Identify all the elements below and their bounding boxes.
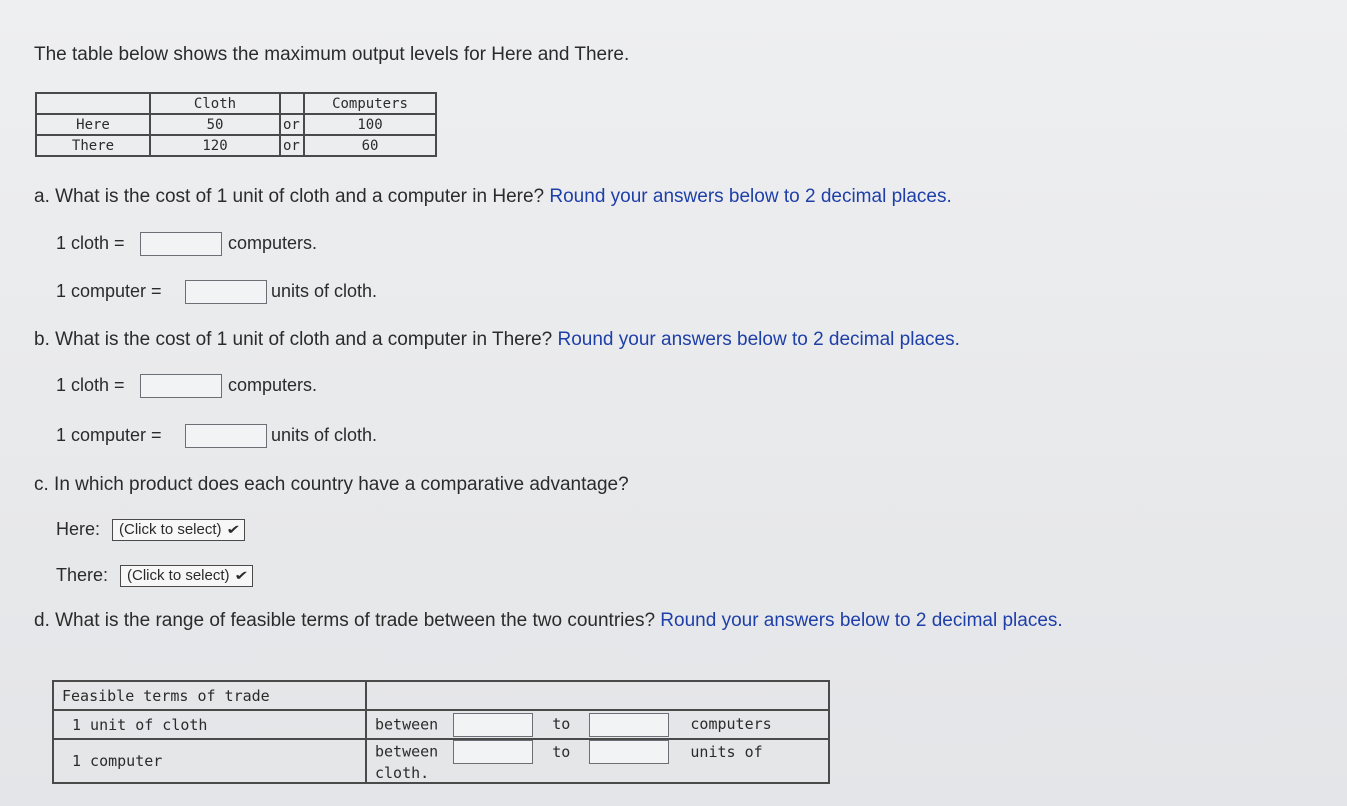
header-computers: Computers	[304, 93, 436, 114]
header-blank	[36, 93, 150, 114]
row-computers: 100	[304, 114, 436, 135]
b-computer-label: 1 computer =	[56, 425, 162, 445]
row-computers: 60	[304, 135, 436, 156]
a-cloth-unit: computers.	[228, 233, 318, 253]
question-d-text: d. What is the range of feasible terms of trade between the two countries?	[34, 610, 656, 631]
header-cloth: Cloth	[150, 93, 280, 114]
table-row	[36, 135, 436, 156]
question-b	[34, 329, 960, 351]
table-row	[53, 710, 829, 739]
header-or-blank	[280, 93, 304, 114]
question-d	[34, 610, 1063, 632]
question-a-instruction: Round your answers below to 2 decimal places.	[549, 186, 952, 207]
feasible-terms-header: Feasible terms of trade	[53, 681, 366, 710]
feasible-terms-header-row	[53, 681, 829, 710]
question-b-text: b. What is the cost of 1 unit of cloth and a computer in There?	[34, 329, 553, 350]
b-computer-input[interactable]	[185, 424, 267, 448]
table-row	[36, 114, 436, 135]
range-unit: computers	[690, 715, 772, 733]
between-label: between	[375, 715, 439, 733]
there-select-value: (Click to select)	[127, 567, 230, 584]
b-cloth-label: 1 cloth =	[56, 375, 125, 395]
question-a-text: a. What is the cost of 1 unit of cloth and a computer in Here?	[34, 186, 545, 207]
question-b-instruction: Round your answers below to 2 decimal places.	[557, 329, 960, 350]
range-unit: units of cloth.	[375, 742, 763, 782]
question-c: c. In which product does each country have a comparative advantage?	[34, 474, 629, 495]
to-label: to	[552, 715, 571, 733]
question-d-instruction: Round your answers below to 2 decimal places.	[660, 610, 1063, 631]
a-computer-input[interactable]	[185, 280, 267, 304]
computer-range-low-input[interactable]	[453, 740, 533, 764]
a-computer-label: 1 computer =	[56, 281, 162, 301]
row-cloth: 120	[150, 135, 280, 156]
row-or: or	[280, 135, 304, 156]
feasible-row-label: 1 computer	[53, 739, 366, 783]
cloth-range-high-input[interactable]	[589, 713, 669, 737]
a-cloth-label: 1 cloth =	[56, 233, 125, 253]
here-select-value: (Click to select)	[119, 521, 222, 538]
feasible-terms-table	[52, 680, 830, 784]
row-country: There	[36, 135, 150, 156]
feasible-row-range	[366, 739, 829, 783]
there-advantage-select[interactable]	[120, 565, 253, 587]
cloth-range-low-input[interactable]	[453, 713, 533, 737]
between-label: between	[375, 742, 439, 761]
chevron-down-icon: ✔	[225, 522, 241, 537]
row-cloth: 50	[150, 114, 280, 135]
feasible-row-label: 1 unit of cloth	[53, 710, 366, 739]
table-row	[53, 739, 829, 783]
feasible-terms-header-blank	[366, 681, 829, 710]
output-table	[35, 92, 437, 157]
row-country: Here	[36, 114, 150, 135]
c-there-label: There:	[56, 565, 109, 585]
row-or: or	[280, 114, 304, 135]
chevron-down-icon: ✔	[233, 568, 249, 583]
a-computer-unit: units of cloth.	[271, 281, 378, 301]
computer-range-high-input[interactable]	[589, 740, 669, 764]
b-cloth-unit: computers.	[228, 375, 318, 395]
output-table-header	[36, 93, 436, 114]
intro-text: The table below shows the maximum output levels for Here and There.	[34, 44, 630, 65]
b-computer-unit: units of cloth.	[271, 425, 378, 445]
question-a	[34, 186, 952, 208]
a-cloth-input[interactable]	[140, 232, 222, 256]
b-cloth-input[interactable]	[140, 374, 222, 398]
feasible-row-range	[366, 710, 829, 739]
c-here-label: Here:	[56, 519, 101, 539]
to-label: to	[552, 742, 571, 761]
here-advantage-select[interactable]	[112, 519, 245, 541]
